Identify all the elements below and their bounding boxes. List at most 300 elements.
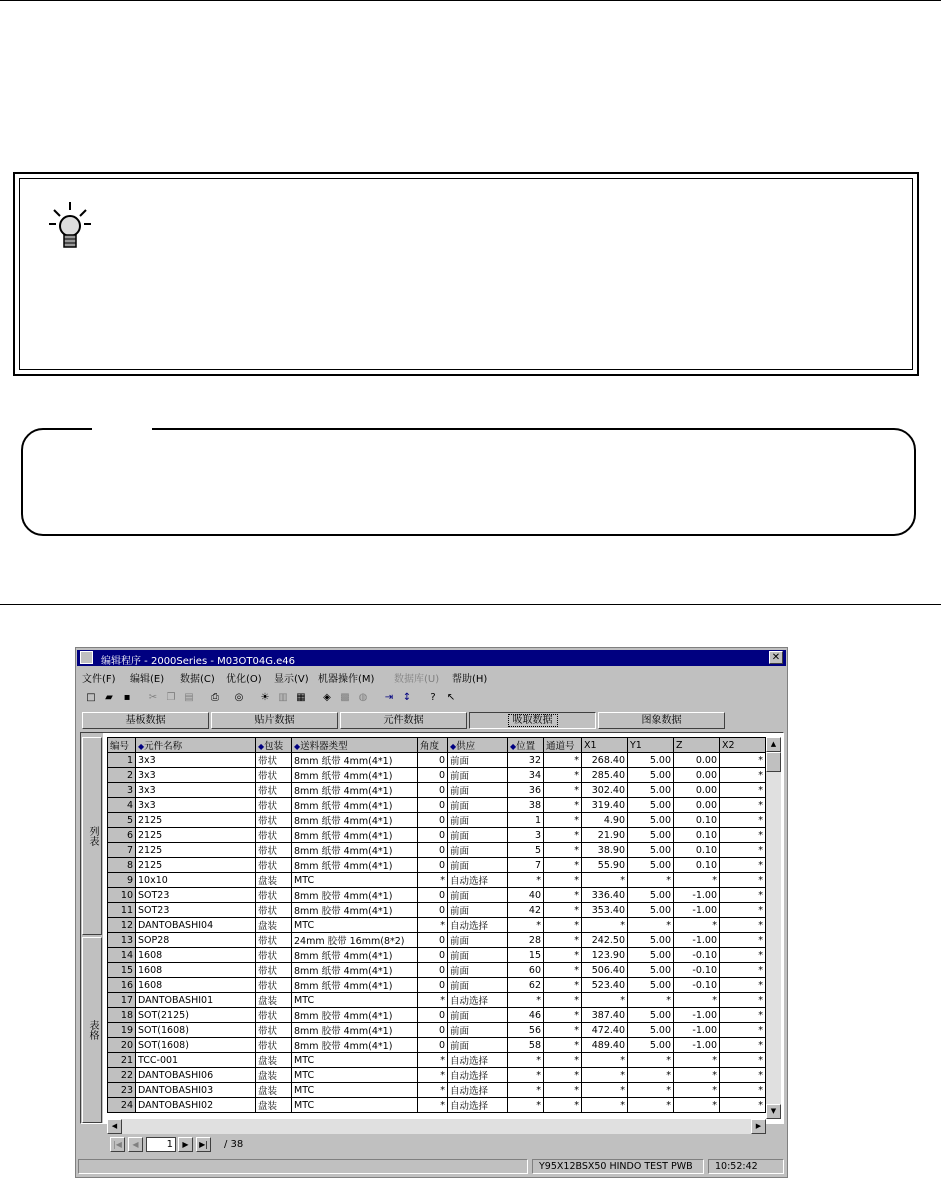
- table-cell[interactable]: *: [508, 993, 544, 1008]
- table-cell[interactable]: SOT23: [136, 888, 256, 903]
- column-header[interactable]: [256, 738, 292, 753]
- table-cell[interactable]: *: [418, 1083, 448, 1098]
- table-cell[interactable]: 62: [508, 978, 544, 993]
- table-cell[interactable]: 3x3: [136, 798, 256, 813]
- column-header[interactable]: [508, 738, 544, 753]
- table-cell[interactable]: 8mm 纸带 4mm(4*1): [292, 753, 418, 768]
- table-cell[interactable]: 3x3: [136, 753, 256, 768]
- table-cell[interactable]: *: [544, 993, 582, 1008]
- table-cell[interactable]: 8mm 胶带 4mm(4*1): [292, 1023, 418, 1038]
- tray-icon[interactable]: ▩: [340, 692, 350, 703]
- table-cell[interactable]: *: [720, 963, 766, 978]
- table-cell[interactable]: *: [674, 1068, 720, 1083]
- table-cell[interactable]: *: [508, 1068, 544, 1083]
- table-cell[interactable]: 15: [108, 963, 136, 978]
- table-cell[interactable]: 前面: [448, 828, 508, 843]
- close-button[interactable]: ✕: [769, 651, 783, 664]
- table-cell[interactable]: *: [418, 918, 448, 933]
- table-cell[interactable]: 8mm 纸带 4mm(4*1): [292, 798, 418, 813]
- table-cell[interactable]: 前面: [448, 768, 508, 783]
- scroll-right-arrow-icon[interactable]: ▶: [751, 1119, 766, 1134]
- table-cell[interactable]: -1.00: [674, 933, 720, 948]
- table-cell[interactable]: 8mm 胶带 4mm(4*1): [292, 1008, 418, 1023]
- table-cell[interactable]: 24mm 胶带 16mm(8*2): [292, 933, 418, 948]
- table-cell[interactable]: 0: [418, 933, 448, 948]
- table-cell[interactable]: 60: [508, 963, 544, 978]
- table-cell[interactable]: -0.10: [674, 963, 720, 978]
- table-cell[interactable]: 0: [418, 948, 448, 963]
- table-cell[interactable]: 自动选择: [448, 1098, 508, 1113]
- table-cell[interactable]: 5.00: [628, 1038, 674, 1053]
- table-cell[interactable]: 自动选择: [448, 1053, 508, 1068]
- table-cell[interactable]: 5.00: [628, 798, 674, 813]
- table-cell[interactable]: 23: [108, 1083, 136, 1098]
- table-cell[interactable]: 14: [108, 948, 136, 963]
- table-cell[interactable]: 盘装: [256, 918, 292, 933]
- table-cell[interactable]: 0.00: [674, 783, 720, 798]
- table-cell[interactable]: 32: [508, 753, 544, 768]
- table-cell[interactable]: 353.40: [582, 903, 628, 918]
- table-cell[interactable]: *: [544, 1068, 582, 1083]
- table-cell[interactable]: 123.90: [582, 948, 628, 963]
- table-cell[interactable]: *: [720, 843, 766, 858]
- table-cell[interactable]: 2125: [136, 813, 256, 828]
- table-cell[interactable]: *: [582, 1098, 628, 1113]
- table-cell[interactable]: 5.00: [628, 768, 674, 783]
- table-cell[interactable]: 盘装: [256, 1053, 292, 1068]
- table-cell[interactable]: *: [674, 918, 720, 933]
- table-cell[interactable]: DANTOBASHI06: [136, 1068, 256, 1083]
- table-cell[interactable]: 22: [108, 1068, 136, 1083]
- table-cell[interactable]: 28: [508, 933, 544, 948]
- table-cell[interactable]: 0.10: [674, 813, 720, 828]
- table-cell[interactable]: 21.90: [582, 828, 628, 843]
- table-cell[interactable]: *: [582, 918, 628, 933]
- table-cell[interactable]: *: [582, 1053, 628, 1068]
- table-cell[interactable]: 带状: [256, 813, 292, 828]
- table-cell[interactable]: *: [544, 948, 582, 963]
- table-cell[interactable]: *: [720, 813, 766, 828]
- table-cell[interactable]: *: [674, 873, 720, 888]
- table-cell[interactable]: 472.40: [582, 1023, 628, 1038]
- table-row[interactable]: [108, 813, 766, 828]
- table-cell[interactable]: 42: [508, 903, 544, 918]
- table-cell[interactable]: 前面: [448, 888, 508, 903]
- table-row[interactable]: [108, 1008, 766, 1023]
- table-cell[interactable]: 15: [508, 948, 544, 963]
- table-cell[interactable]: 带状: [256, 843, 292, 858]
- table-cell[interactable]: 0: [418, 843, 448, 858]
- table-cell[interactable]: *: [544, 843, 582, 858]
- table-cell[interactable]: *: [544, 753, 582, 768]
- table-cell[interactable]: 前面: [448, 978, 508, 993]
- table-cell[interactable]: SOT(2125): [136, 1008, 256, 1023]
- table-cell[interactable]: 带状: [256, 753, 292, 768]
- table-row[interactable]: [108, 978, 766, 993]
- table-cell[interactable]: 13: [108, 933, 136, 948]
- align-icon[interactable]: ⇥: [384, 692, 394, 703]
- table-cell[interactable]: 0: [418, 1038, 448, 1053]
- table-cell[interactable]: 18: [108, 1008, 136, 1023]
- table-cell[interactable]: 8mm 胶带 4mm(4*1): [292, 888, 418, 903]
- table-cell[interactable]: 5.00: [628, 813, 674, 828]
- table-cell[interactable]: 8mm 纸带 4mm(4*1): [292, 858, 418, 873]
- table-row[interactable]: [108, 768, 766, 783]
- table-cell[interactable]: *: [582, 1083, 628, 1098]
- table-cell[interactable]: 489.40: [582, 1038, 628, 1053]
- table-cell[interactable]: 0: [418, 888, 448, 903]
- table-cell[interactable]: 46: [508, 1008, 544, 1023]
- table-cell[interactable]: 0: [418, 963, 448, 978]
- table-cell[interactable]: 自动选择: [448, 873, 508, 888]
- table-cell[interactable]: *: [544, 783, 582, 798]
- help-icon[interactable]: ?: [430, 692, 436, 703]
- table-row[interactable]: [108, 753, 766, 768]
- horizontal-scrollbar[interactable]: [107, 1119, 766, 1134]
- table-cell[interactable]: MTC: [292, 1053, 418, 1068]
- table-row[interactable]: [108, 843, 766, 858]
- table-cell[interactable]: 0: [418, 858, 448, 873]
- paste-icon[interactable]: ▤: [184, 692, 194, 703]
- tab-2[interactable]: [340, 712, 467, 729]
- table-cell[interactable]: 前面: [448, 858, 508, 873]
- find-icon[interactable]: ◎: [234, 692, 244, 703]
- table-cell[interactable]: 7: [508, 858, 544, 873]
- table-cell[interactable]: 0: [418, 798, 448, 813]
- table-row[interactable]: [108, 993, 766, 1008]
- table-cell[interactable]: *: [418, 1098, 448, 1113]
- table-cell[interactable]: 0: [418, 903, 448, 918]
- context-help-icon[interactable]: ↖: [446, 692, 456, 703]
- table-row[interactable]: [108, 1023, 766, 1038]
- table-cell[interactable]: 38: [508, 798, 544, 813]
- table-cell[interactable]: *: [544, 1083, 582, 1098]
- side-tab-list[interactable]: 列表: [82, 737, 102, 935]
- table-cell[interactable]: *: [720, 798, 766, 813]
- table-cell[interactable]: 5.00: [628, 1023, 674, 1038]
- table-cell[interactable]: SOT23: [136, 903, 256, 918]
- table-cell[interactable]: *: [720, 753, 766, 768]
- table-cell[interactable]: 0.10: [674, 858, 720, 873]
- table-row[interactable]: [108, 948, 766, 963]
- table-cell[interactable]: *: [418, 993, 448, 1008]
- table-cell[interactable]: 盘装: [256, 993, 292, 1008]
- table-cell[interactable]: 8mm 纸带 4mm(4*1): [292, 948, 418, 963]
- table-cell[interactable]: -1.00: [674, 1038, 720, 1053]
- table-cell[interactable]: 自动选择: [448, 918, 508, 933]
- table-cell[interactable]: 0.10: [674, 828, 720, 843]
- table-cell[interactable]: 1: [108, 753, 136, 768]
- table-row[interactable]: [108, 783, 766, 798]
- table-cell[interactable]: 9: [108, 873, 136, 888]
- table-cell[interactable]: SOT(1608): [136, 1023, 256, 1038]
- column-header[interactable]: [674, 738, 720, 753]
- table-cell[interactable]: 1: [508, 813, 544, 828]
- table-cell[interactable]: 8mm 纸带 4mm(4*1): [292, 843, 418, 858]
- table-cell[interactable]: 4: [108, 798, 136, 813]
- next-page-icon[interactable]: ▶: [178, 1137, 193, 1152]
- table-cell[interactable]: *: [544, 858, 582, 873]
- side-tab-table[interactable]: 表格: [82, 937, 102, 1123]
- table-cell[interactable]: MTC: [292, 1068, 418, 1083]
- table-cell[interactable]: 387.40: [582, 1008, 628, 1023]
- table-cell[interactable]: *: [720, 828, 766, 843]
- table-cell[interactable]: 40: [508, 888, 544, 903]
- table-cell[interactable]: *: [720, 768, 766, 783]
- table-cell[interactable]: *: [544, 933, 582, 948]
- scroll-thumb[interactable]: [766, 752, 781, 772]
- table-cell[interactable]: *: [720, 1098, 766, 1113]
- table-cell[interactable]: MTC: [292, 918, 418, 933]
- table-cell[interactable]: *: [582, 873, 628, 888]
- table-cell[interactable]: MTC: [292, 1098, 418, 1113]
- table-cell[interactable]: 3: [508, 828, 544, 843]
- table-cell[interactable]: 前面: [448, 963, 508, 978]
- scroll-left-arrow-icon[interactable]: ◀: [107, 1119, 122, 1134]
- table-cell[interactable]: 302.40: [582, 783, 628, 798]
- nozzle-icon[interactable]: ◍: [358, 692, 368, 703]
- table-row[interactable]: [108, 858, 766, 873]
- placement-icon[interactable]: ◈: [323, 692, 331, 703]
- table-cell[interactable]: *: [544, 963, 582, 978]
- table-cell[interactable]: *: [720, 933, 766, 948]
- column-header[interactable]: [418, 738, 448, 753]
- table-cell[interactable]: *: [720, 978, 766, 993]
- table-cell[interactable]: 带状: [256, 888, 292, 903]
- table-cell[interactable]: *: [418, 873, 448, 888]
- table-cell[interactable]: DANTOBASHI02: [136, 1098, 256, 1113]
- table-cell[interactable]: 11: [108, 903, 136, 918]
- table-cell[interactable]: 5.00: [628, 963, 674, 978]
- table-cell[interactable]: *: [720, 903, 766, 918]
- menu-item-3[interactable]: 优化(O): [226, 674, 262, 685]
- table-cell[interactable]: *: [720, 858, 766, 873]
- table-cell[interactable]: -1.00: [674, 903, 720, 918]
- table-cell[interactable]: *: [720, 1023, 766, 1038]
- table-cell[interactable]: 前面: [448, 843, 508, 858]
- table-cell[interactable]: *: [674, 993, 720, 1008]
- table-cell[interactable]: 0: [418, 768, 448, 783]
- tab-3[interactable]: [469, 712, 596, 729]
- table-cell[interactable]: 前面: [448, 798, 508, 813]
- table-cell[interactable]: 8mm 纸带 4mm(4*1): [292, 828, 418, 843]
- table-cell[interactable]: 0: [418, 1008, 448, 1023]
- table-cell[interactable]: 0.10: [674, 843, 720, 858]
- table-cell[interactable]: 6: [108, 828, 136, 843]
- table-cell[interactable]: *: [720, 1008, 766, 1023]
- table-cell[interactable]: 10: [108, 888, 136, 903]
- table-cell[interactable]: *: [508, 873, 544, 888]
- table-cell[interactable]: -0.10: [674, 978, 720, 993]
- table-cell[interactable]: 1608: [136, 978, 256, 993]
- table-row[interactable]: [108, 903, 766, 918]
- table-cell[interactable]: 带状: [256, 963, 292, 978]
- table-cell[interactable]: *: [582, 993, 628, 1008]
- menu-item-1[interactable]: 编辑(E): [130, 674, 165, 685]
- table-cell[interactable]: 506.40: [582, 963, 628, 978]
- table-cell[interactable]: 带状: [256, 858, 292, 873]
- table-cell[interactable]: 5.00: [628, 1008, 674, 1023]
- column-header[interactable]: [720, 738, 766, 753]
- table-cell[interactable]: 0.00: [674, 753, 720, 768]
- tab-0[interactable]: [82, 712, 209, 729]
- table-cell[interactable]: 0: [418, 828, 448, 843]
- column-header[interactable]: [448, 738, 508, 753]
- column-header[interactable]: [136, 738, 256, 753]
- table-cell[interactable]: 带状: [256, 903, 292, 918]
- table-cell[interactable]: 523.40: [582, 978, 628, 993]
- table-cell[interactable]: MTC: [292, 1083, 418, 1098]
- table-cell[interactable]: *: [674, 1053, 720, 1068]
- table-cell[interactable]: *: [628, 873, 674, 888]
- table-cell[interactable]: 8: [108, 858, 136, 873]
- table-row[interactable]: [108, 1053, 766, 1068]
- table-cell[interactable]: 8mm 纸带 4mm(4*1): [292, 963, 418, 978]
- table-cell[interactable]: 带状: [256, 1008, 292, 1023]
- cut-icon[interactable]: ✂: [148, 692, 158, 703]
- table-cell[interactable]: 5.00: [628, 753, 674, 768]
- table-cell[interactable]: 前面: [448, 813, 508, 828]
- table-row[interactable]: [108, 1098, 766, 1113]
- table-cell[interactable]: *: [628, 993, 674, 1008]
- table-cell[interactable]: *: [720, 948, 766, 963]
- table-cell[interactable]: 268.40: [582, 753, 628, 768]
- column-header[interactable]: [292, 738, 418, 753]
- table-cell[interactable]: 5: [108, 813, 136, 828]
- table-cell[interactable]: *: [628, 1083, 674, 1098]
- table-cell[interactable]: 5.00: [628, 888, 674, 903]
- table-cell[interactable]: 带状: [256, 828, 292, 843]
- table-row[interactable]: [108, 1068, 766, 1083]
- feeder-icon[interactable]: ▥: [278, 692, 288, 703]
- table-cell[interactable]: 带状: [256, 978, 292, 993]
- table-cell[interactable]: 8mm 胶带 4mm(4*1): [292, 1038, 418, 1053]
- table-cell[interactable]: *: [544, 828, 582, 843]
- table-cell[interactable]: 带状: [256, 768, 292, 783]
- table-cell[interactable]: 0: [418, 1023, 448, 1038]
- table-cell[interactable]: 5: [508, 843, 544, 858]
- table-cell[interactable]: *: [720, 1083, 766, 1098]
- table-cell[interactable]: *: [544, 798, 582, 813]
- table-cell[interactable]: SOP28: [136, 933, 256, 948]
- scroll-up-arrow-icon[interactable]: ▲: [766, 737, 781, 752]
- table-cell[interactable]: 带状: [256, 783, 292, 798]
- table-cell[interactable]: 带状: [256, 798, 292, 813]
- new-file-icon[interactable]: □: [86, 692, 96, 703]
- table-cell[interactable]: 2125: [136, 843, 256, 858]
- lightbulb-icon[interactable]: ☀: [260, 692, 270, 703]
- table-cell[interactable]: *: [628, 1068, 674, 1083]
- menu-item-7[interactable]: 帮助(H): [452, 674, 488, 685]
- table-row[interactable]: [108, 798, 766, 813]
- table-cell[interactable]: 前面: [448, 1008, 508, 1023]
- last-page-icon[interactable]: ▶|: [196, 1137, 211, 1152]
- table-cell[interactable]: -1.00: [674, 1008, 720, 1023]
- table-cell[interactable]: *: [508, 1098, 544, 1113]
- table-cell[interactable]: *: [628, 1053, 674, 1068]
- table-cell[interactable]: 21: [108, 1053, 136, 1068]
- menu-item-2[interactable]: 数据(C): [180, 674, 215, 685]
- print-icon[interactable]: ⎙: [211, 692, 219, 703]
- table-cell[interactable]: MTC: [292, 993, 418, 1008]
- table-cell[interactable]: 5.00: [628, 903, 674, 918]
- table-cell[interactable]: TCC-001: [136, 1053, 256, 1068]
- table-cell[interactable]: *: [544, 918, 582, 933]
- column-header[interactable]: [582, 738, 628, 753]
- table-cell[interactable]: 带状: [256, 1023, 292, 1038]
- table-cell[interactable]: *: [544, 768, 582, 783]
- table-cell[interactable]: 24: [108, 1098, 136, 1113]
- save-icon[interactable]: ▪: [123, 692, 131, 703]
- table-cell[interactable]: 5.00: [628, 858, 674, 873]
- table-cell[interactable]: 5.00: [628, 933, 674, 948]
- table-cell[interactable]: 12: [108, 918, 136, 933]
- table-cell[interactable]: 前面: [448, 933, 508, 948]
- size-icon[interactable]: ↕: [402, 692, 412, 703]
- table-cell[interactable]: *: [508, 918, 544, 933]
- table-cell[interactable]: 58: [508, 1038, 544, 1053]
- table-cell[interactable]: *: [418, 1068, 448, 1083]
- table-cell[interactable]: 8mm 纸带 4mm(4*1): [292, 768, 418, 783]
- table-cell[interactable]: 盘装: [256, 1083, 292, 1098]
- table-cell[interactable]: 盘装: [256, 1068, 292, 1083]
- table-cell[interactable]: *: [544, 903, 582, 918]
- table-row[interactable]: [108, 828, 766, 843]
- table-cell[interactable]: 2125: [136, 858, 256, 873]
- table-cell[interactable]: 10x10: [136, 873, 256, 888]
- table-cell[interactable]: *: [628, 918, 674, 933]
- table-cell[interactable]: 3: [108, 783, 136, 798]
- vertical-scrollbar[interactable]: [766, 737, 781, 1119]
- page-number-input[interactable]: 1: [146, 1137, 176, 1152]
- tab-1[interactable]: [211, 712, 338, 729]
- table-cell[interactable]: 55.90: [582, 858, 628, 873]
- table-cell[interactable]: *: [544, 1008, 582, 1023]
- table-cell[interactable]: 0.00: [674, 768, 720, 783]
- table-cell[interactable]: 8mm 纸带 4mm(4*1): [292, 978, 418, 993]
- table-cell[interactable]: *: [582, 1068, 628, 1083]
- table-cell[interactable]: *: [544, 873, 582, 888]
- table-cell[interactable]: 16: [108, 978, 136, 993]
- table-row[interactable]: [108, 963, 766, 978]
- prev-page-icon[interactable]: ◀: [128, 1137, 143, 1152]
- table-cell[interactable]: 1608: [136, 948, 256, 963]
- table-cell[interactable]: 5.00: [628, 828, 674, 843]
- table-cell[interactable]: 5.00: [628, 948, 674, 963]
- table-row[interactable]: [108, 933, 766, 948]
- table-cell[interactable]: 242.50: [582, 933, 628, 948]
- table-cell[interactable]: *: [544, 1098, 582, 1113]
- table-cell[interactable]: *: [544, 1053, 582, 1068]
- table-cell[interactable]: 前面: [448, 753, 508, 768]
- table-cell[interactable]: 19: [108, 1023, 136, 1038]
- table-cell[interactable]: *: [508, 1053, 544, 1068]
- table-row[interactable]: [108, 918, 766, 933]
- table-row[interactable]: [108, 888, 766, 903]
- table-cell[interactable]: 1608: [136, 963, 256, 978]
- table-cell[interactable]: 前面: [448, 903, 508, 918]
- table-cell[interactable]: -1.00: [674, 888, 720, 903]
- table-cell[interactable]: 336.40: [582, 888, 628, 903]
- menu-item-6[interactable]: 数据库(U): [394, 674, 440, 685]
- table-cell[interactable]: 3x3: [136, 783, 256, 798]
- table-cell[interactable]: 前面: [448, 1038, 508, 1053]
- table-row[interactable]: [108, 873, 766, 888]
- menu-item-0[interactable]: 文件(F): [82, 674, 116, 685]
- menu-item-4[interactable]: 显示(V): [274, 674, 309, 685]
- table-cell[interactable]: 0: [418, 813, 448, 828]
- table-cell[interactable]: MTC: [292, 873, 418, 888]
